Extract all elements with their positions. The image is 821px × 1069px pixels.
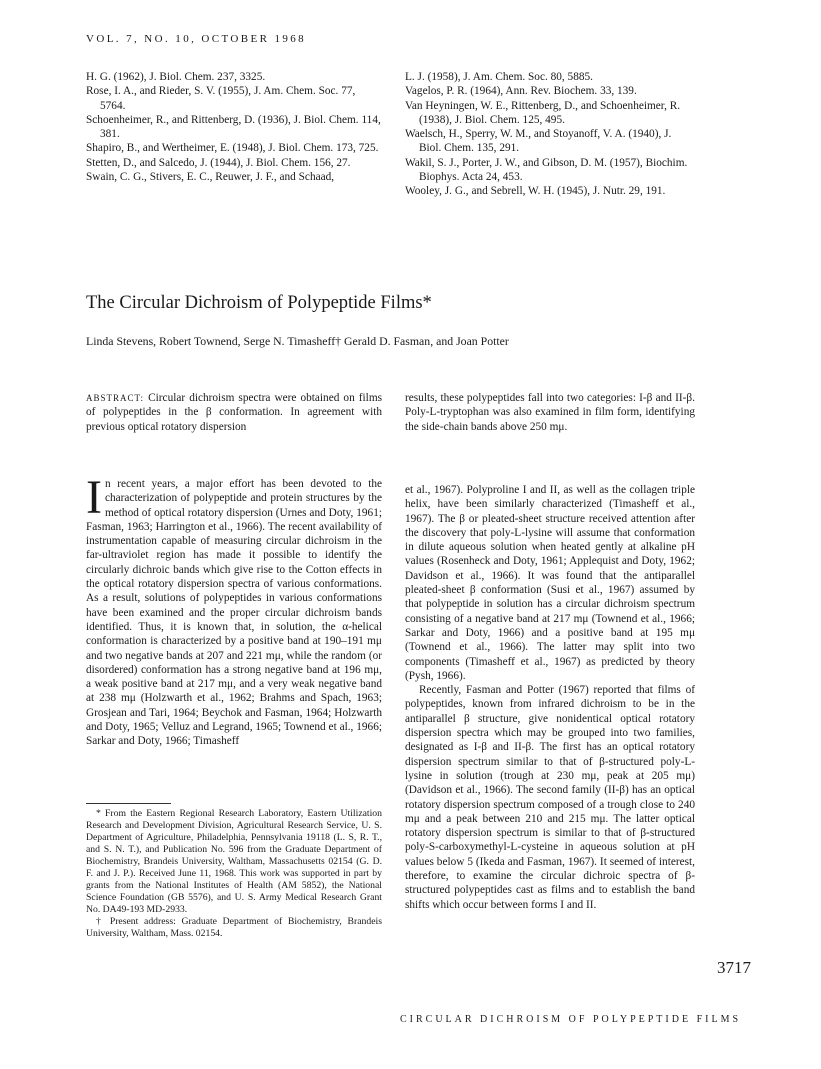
footnote: * From the Eastern Regional Research Laboratory, Eastern Utilization Research and Development Division, Agricultural Research Service, U. S. Department of Agriculture, Philadelphia, Pennsylvania 19118 (L. S, R. T., and S. N. T.), and Publication No. 596 from the Graduate Department of Biochemistry, Brandeis University, Waltham, Massachusetts 02154 (G. D. F. and J. P.). Received June 11, 1968. This work was supported in part by grants from the National Institutes of Health (AM 5852), the National Science Foundation (GB 5576), and U. S. Army Medical Research Grant No. DA49-193 MD-2933. <box>86 808 382 915</box>
abstract-left <box>86 391 382 434</box>
reference: Rose, I. A., and Rieder, S. V. (1955), J. Am. Chem. Soc. 77, 5764. <box>86 85 356 112</box>
reference: Shapiro, B., and Wertheimer, E. (1948), J. Biol. Chem. 173, 725. <box>86 142 379 155</box>
reference: Vagelos, P. R. (1964), Ann. Rev. Biochem. 33, 139. <box>405 85 637 98</box>
footnotes <box>86 808 382 940</box>
body-paragraph: n recent years, a major effort has been devoted to the characterization of polypeptide and protein structures by the method of optical rotatory dispersion (Urnes and Doty, 1961; Fasman, 1963; Harrington et al., 1966). The recent availability of instrumentation capable of measuring circular dichroism in the far-ultraviolet region has made it possible to identify the circularly dichroic bands which give rise to the Cotton effects in the optical rotatory dispersion spectra of various conformations. As a result, solutions of polypeptides in various conformations have been examined and the proper circular dichroism bands identified. Thus, it is known that, in solution, the α-helical conformation is characterized by a positive band at 190–191 mμ and two negative bands at 207 and 221 mμ, while the random (or disordered) conformation has a strong negative band at 196 mμ, a weak positive band at 217 mμ, and a very weak negative band at 238 mμ (Holzwarth et al., 1962; Brahms and Spach, 1963; Grosjean and Tari, 1964; Beychok and Fasman, 1964; Holzwarth and Doty, 1965; Velluz and Legrand, 1965; Townend et al., 1966; Sarkar and Doty, 1966; Timasheff <box>86 478 382 748</box>
running-head: VOL. 7, NO. 10, OCTOBER 1968 <box>86 33 307 45</box>
body-column-left <box>86 471 382 749</box>
body-paragraph: Recently, Fasman and Potter (1967) reported that films of polypeptides, known from infrared dichroism to be in the antiparallel β structure, give nonidentical optical rotatory dispersion spectra which may be grouped into two families, designated as I-β and II-β. The first has an optical rotatory dispersion spectrum similar to that of β-structured poly-L-lysine in solution (trough at 230 mμ, peak at 205 mμ) (Davidson et al., 1966). The second family (II-β) has an optical rotatory dispersion spectrum composed of a trough close to 240 mμ and a peak between 210 and 215 mμ. The latter optical rotatory dispersion spectrum is similar to that of β-structured poly-S-carboxymethyl-L-cysteine in aqueous solution at pH values below 5 (Ikeda and Fasman, 1967). It seemed of interest, therefore, to examine the circular dichroic spectra of β-structured polypeptides cast as films and to establish the band shifts which occur between forms I and II. <box>405 684 695 911</box>
reference: Wooley, J. G., and Sebrell, W. H. (1945), J. Nutr. 29, 191. <box>405 185 666 198</box>
reference: Swain, C. G., Stivers, E. C., Reuwer, J. F., and Schaad, <box>86 171 335 184</box>
author-list: Linda Stevens, Robert Townend, Serge N. Timasheff† Gerald D. Fasman, and Joan Potter <box>86 334 509 348</box>
page-number: 3717 <box>717 958 751 977</box>
reference: L. J. (1958), J. Am. Chem. Soc. 80, 5885. <box>405 71 593 83</box>
body-column-right <box>405 483 695 912</box>
reference: Schoenheimer, R., and Rittenberg, D. (1936), J. Biol. Chem. 114, 381. <box>86 113 381 141</box>
abstract-label: ABSTRACT: <box>86 393 145 403</box>
footnote: † Present address: Graduate Department of Biochemistry, Brandeis University, Waltham, Mass. 02154. <box>86 916 382 939</box>
body-paragraph: et al., 1967). Polyproline I and II, as well as the collagen triple helix, have been similarly characterized (Timasheff et al., 1967). The β or pleated-sheet structure received attention after the discovery that poly-L-lysine will assume that conformation in dilute aqueous solution when heated gently at alkaline pH values (Rosenheck and Doty, 1961; Applequist and Doty, 1962; Davidson et al., 1966). It was found that the antiparallel pleated-sheet β conformation (Susi et al., 1967) assumed by that polypeptide in solution has a circular dichroism spectrum consisting of a negative band at 217 mμ (Townend et al., 1966; Sarkar and Doty, 1966) and a positive band at 195 mμ (Townend et al., 1966). The latter may split into two components (Timasheff et al., 1967) as predicted by theory (Pysh, 1966). <box>405 484 695 682</box>
article-title: The Circular Dichroism of Polypeptide Films* <box>86 293 432 313</box>
abstract-right: results, these polypeptides fall into two categories: I-β and II-β. Poly-L-tryptophan was also examined in film form, identifying the side-chain bands above 250 mμ. <box>405 392 695 433</box>
reference: H. G. (1962), J. Biol. Chem. 237, 3325. <box>86 71 266 83</box>
abstract-text: Circular dichroism spectra were obtained on films of polypeptides in the β conformation. In agreement with previous optical rotatory dispersion <box>86 392 382 433</box>
references-right <box>405 70 695 199</box>
reference: Waelsch, H., Sperry, W. M., and Stoyanoff, V. A. (1940), J. Biol. Chem. 135, 291. <box>405 128 672 155</box>
drop-cap: I <box>86 471 102 524</box>
running-foot: CIRCULAR DICHROISM OF POLYPEPTIDE FILMS <box>400 1014 742 1025</box>
reference: Wakil, S. J., Porter, J. W., and Gibson, D. M. (1957), Biochim. Biophys. Acta 24, 453. <box>405 156 688 184</box>
references-left <box>86 70 382 184</box>
reference: Van Heyningen, W. E., Rittenberg, D., and Schoenheimer, R. (1938), J. Biol. Chem. 125, 495. <box>405 99 681 126</box>
reference: Stetten, D., and Salcedo, J. (1944), J. Biol. Chem. 156, 27. <box>86 156 351 169</box>
footnote-rule <box>86 803 171 804</box>
